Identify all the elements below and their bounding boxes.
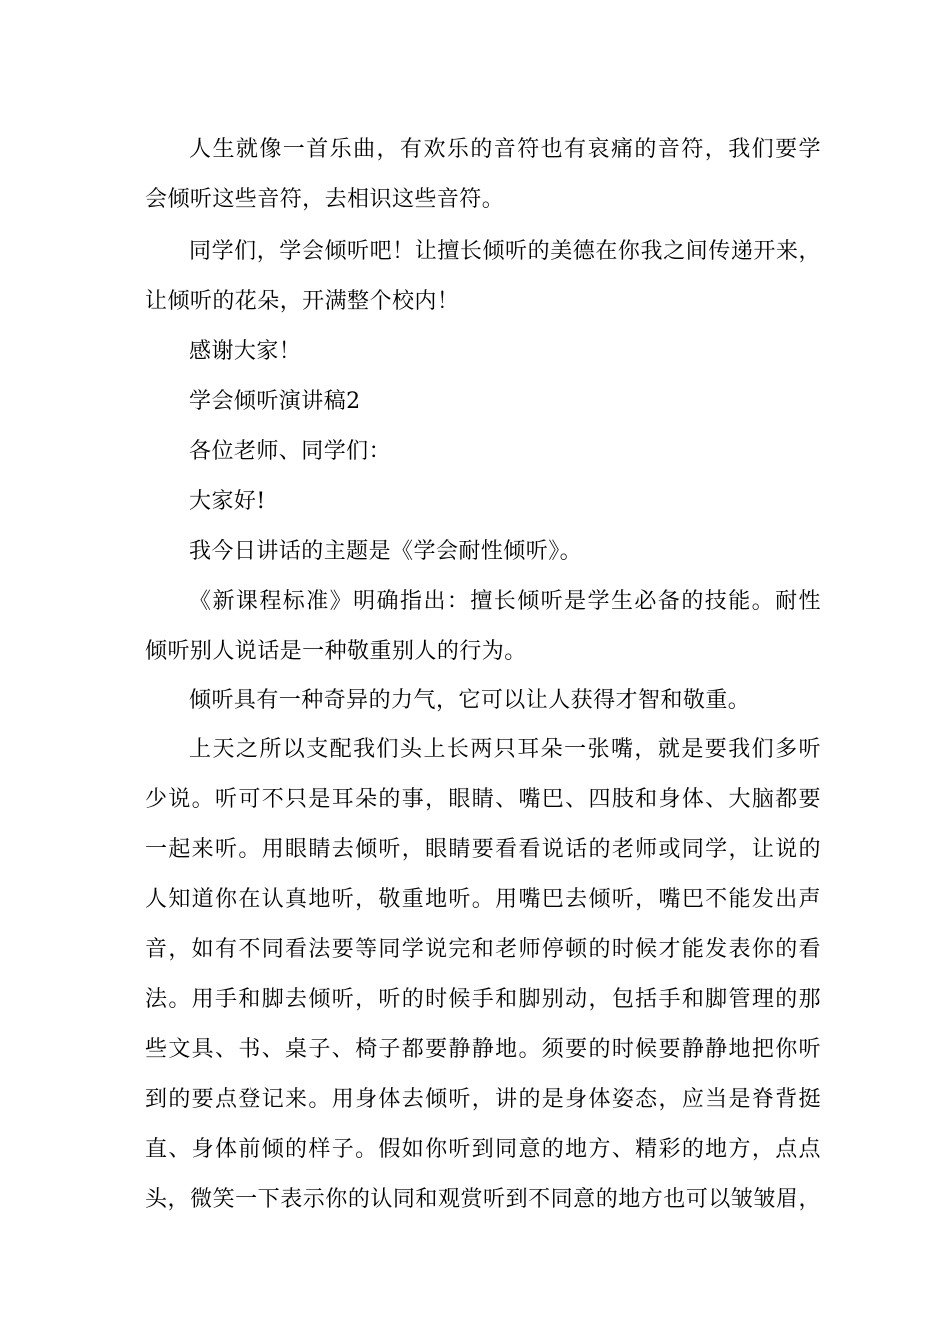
paragraph-line: 些文具、书、桌子、椅子都要静静地。须要的时候要静静地把你听 xyxy=(145,1037,821,1062)
paragraph-line: 到的要点登记来。用身体去倾听，讲的是身体姿态，应当是脊背挺 xyxy=(145,1087,821,1112)
salutation: 各位老师、同学们： xyxy=(189,439,392,464)
paragraph-line: 直、身体前倾的样子。假如你听到同意的地方、精彩的地方，点点 xyxy=(145,1137,821,1162)
paragraph-line: 法。用手和脚去倾听，听的时候手和脚别动，包括手和脚管理的那 xyxy=(145,987,821,1012)
paragraph-line: 上天之所以支配我们头上长两只耳朵一张嘴，就是要我们多听 xyxy=(189,737,821,762)
paragraph-line: 少说。听可不只是耳朵的事，眼睛、嘴巴、四肢和身体、大脑都要 xyxy=(145,787,821,812)
paragraph-line: 人生就像一首乐曲，有欢乐的音符也有哀痛的音符，我们要学 xyxy=(189,137,821,162)
paragraph-line: 同学们，学会倾听吧！让擅长倾听的美德在你我之间传递开来， xyxy=(189,239,821,264)
greeting: 大家好! xyxy=(189,489,266,514)
paragraph-line: 会倾听这些音符，去相识这些音符。 xyxy=(145,187,505,212)
paragraph-line: 感谢大家！ xyxy=(189,339,302,364)
paragraph-line: 让倾听的花朵，开满整个校内！ xyxy=(145,289,460,314)
section-title: 学会倾听演讲稿2 xyxy=(189,389,361,414)
paragraph-line: 倾听别人说话是一种敬重别人的行为。 xyxy=(145,639,527,664)
paragraph-line: 音，如有不同看法要等同学说完和老师停顿的时候才能发表你的看 xyxy=(145,937,821,962)
paragraph-line: 《新课程标准》明确指出：擅长倾听是学生必备的技能。耐性 xyxy=(189,589,821,614)
paragraph-line: 人知道你在认真地听，敬重地听。用嘴巴去倾听，嘴巴不能发出声 xyxy=(145,887,821,912)
paragraph-line: 头，微笑一下表示你的认同和观赏听到不同意的地方也可以皱皱眉， xyxy=(145,1187,821,1212)
paragraph-line: 倾听具有一种奇异的力气，它可以让人获得才智和敬重。 xyxy=(189,688,751,713)
paragraph-line: 一起来听。用眼睛去倾听，眼睛要看看说话的老师或同学，让说的 xyxy=(145,837,821,862)
paragraph-line: 我今日讲话的主题是《学会耐性倾听》。 xyxy=(189,539,583,564)
